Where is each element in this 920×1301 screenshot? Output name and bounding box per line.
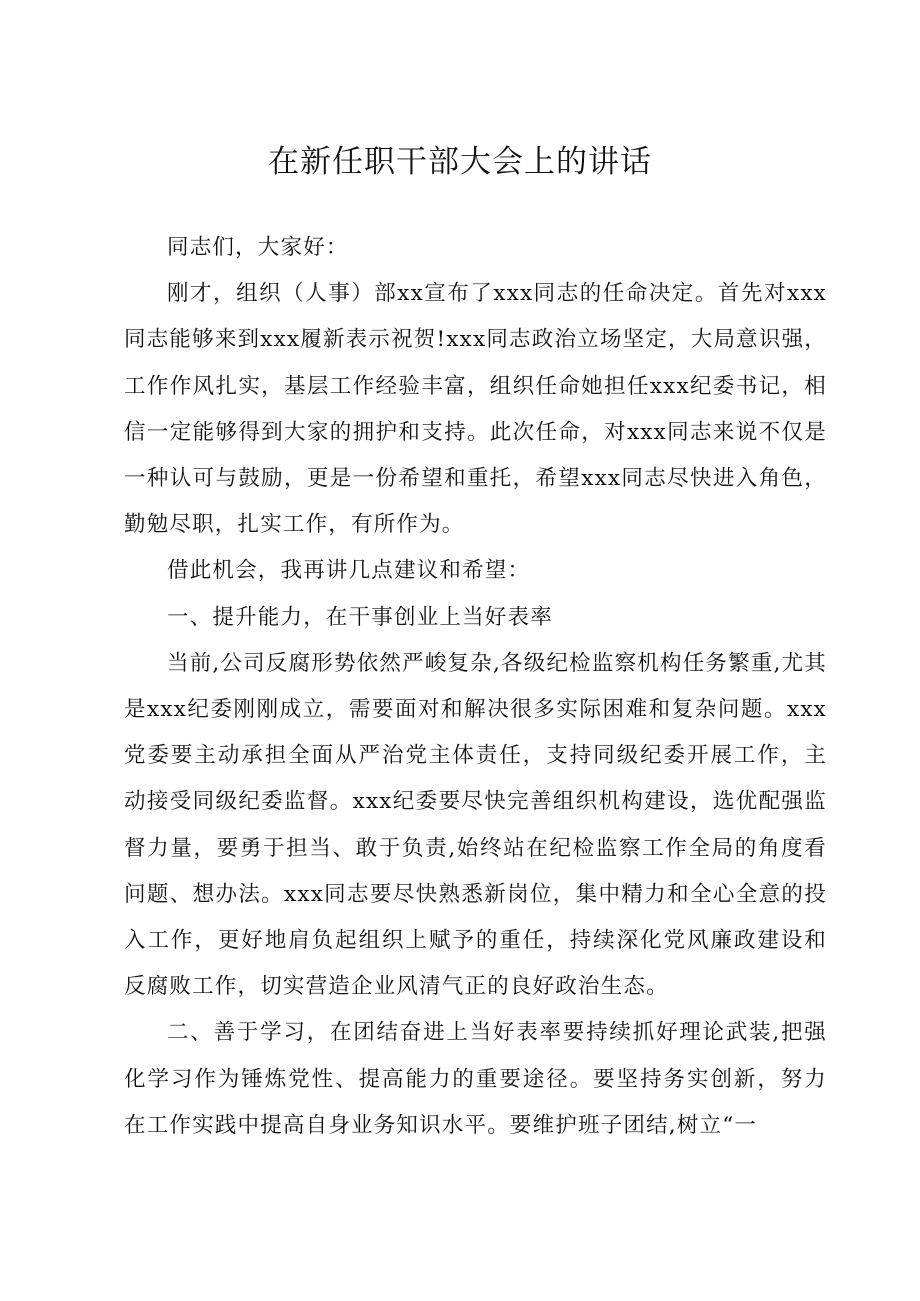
appointment-paragraph: 刚才，组织（人事）部xx宣布了xxx同志的任命决定。首先对xxx同志能够来到xxx履新表示祝贺!xxx同志政治立场坚定，大局意识强，工作作风扎实，基层工作经验丰富，组织任命她担任xxx纪委书记，相信一定能够得到大家的拥护和支持。此次任命，对xxx同志来说不仅是一种认可与鼓励，更是一份希望和重托，希望xxx同志尽快进入角色，勤勉尽职，扎实工作，有所作为。 (124, 281, 827, 538)
section-1-paragraph: 当前,公司反腐形势依然严峻复杂,各级纪检监察机构任务繁重,尤其是xxx纪委刚刚成立，需要面对和解决很多实际困难和复杂问题。xxx党委要主动承担全面从严治党主体责任，支持同级纪委开展工作，主动接受同级纪委监督。xxx纪委要尽快完善组织机构建设，选优配强监督力量，要勇于担当、敢于负责,始终站在纪检监察工作全局的角度看问题、想办法。xxx同志要尽快熟悉新岗位，集中精力和全心全意的投入工作，更好地肩负起组织上赋予的重任，持续深化党风廉政建设和反腐败工作，切实营造企业风清气正的良好政治生态。 (124, 650, 827, 1000)
section-heading-1: 一、提升能力，在干事创业上当好表率 (167, 604, 553, 630)
document-title: 在新任职干部大会上的讲话 (268, 144, 652, 180)
document-body (124, 225, 827, 1149)
greeting-paragraph: 同志们，大家好： (167, 235, 349, 260)
section-2-paragraph: 二、善于学习，在团结奋进上当好表率要持续抓好理论武装,把强化学习作为锤炼党性、提高能力的重要途径。要坚持务实创新，努力在工作实践中提高自身业务知识水平。要维护班子团结,树立“一 (124, 1020, 827, 1138)
transition-paragraph: 借此机会，我再讲几点建议和希望： (167, 558, 531, 584)
